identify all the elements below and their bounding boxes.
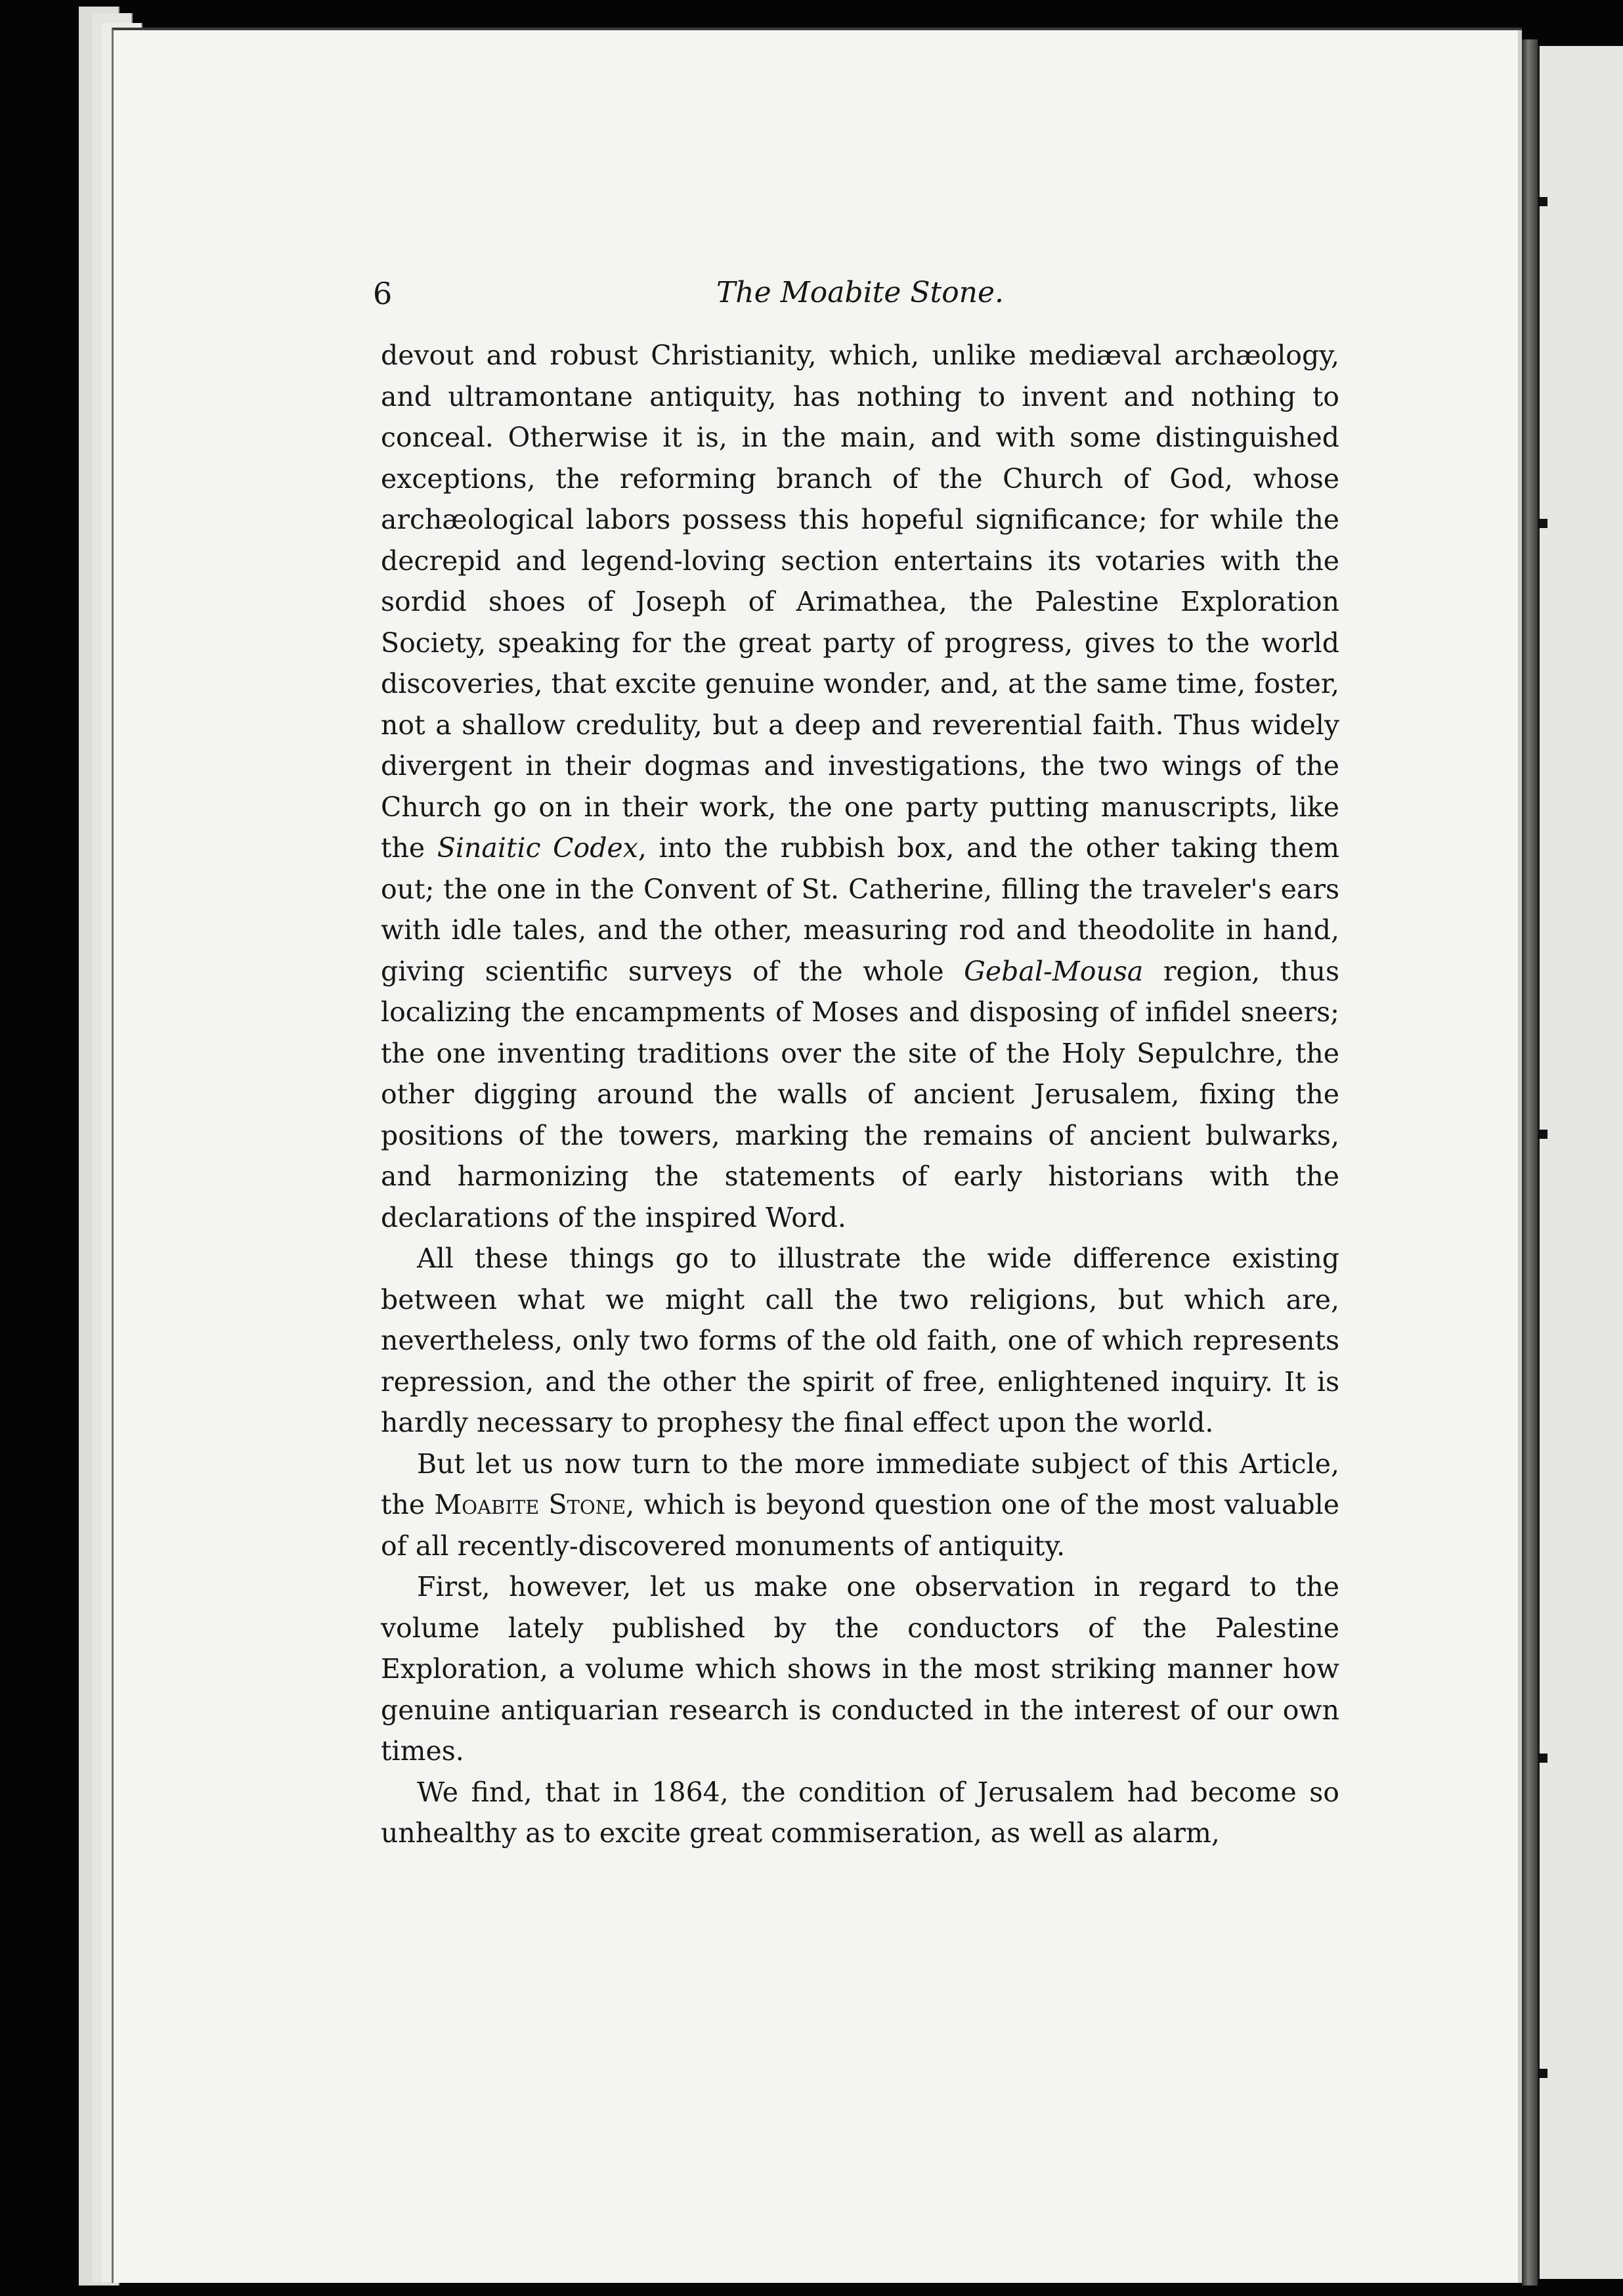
italic-text: Gebal-Mousa — [964, 955, 1144, 987]
running-head — [373, 263, 1339, 335]
paragraph — [381, 1444, 1339, 1567]
page-content — [373, 263, 1340, 1854]
italic-text: Sinaitic Codex — [437, 832, 638, 864]
small-caps-text: Moabite Stone — [434, 1489, 626, 1520]
text-run: , into the rubbish box, and the other taking them out; the one in the Convent of St. Catherine, filling the traveler's ears with idle tales, and the other, measuring rod and theodolite in hand, giving scientific surveys of the whole — [381, 832, 1339, 987]
paragraph — [381, 1772, 1339, 1854]
paragraph — [381, 1566, 1339, 1772]
text-run: We find, that in 1864, the condition of Jerusalem had become so unhealthy as to excite great commiseration, as well as alarm, — [381, 1776, 1339, 1849]
text-run: devout and robust Christianity, which, unlike mediæval archæology, and ultramontane antiquity, has nothing to invent and nothing to conceal. Otherwise it is, in the main, and with some distinguished exceptions, the reforming branch of the Church of God, whose archæological labors possess this hopeful significance; for while the decrepid and legend-loving section entertains its votaries with the sordid shoes of Joseph of Arimathea, the Palestine Exploration Society, speaking for the great party of progress, gives to the world discoveries, that excite genuine wonder, and, at the same time, foster, not a shallow credulity, but a deep and reverential faith. Thus widely divergent in their dogmas and investigations, the two wings of the Church go on in their work, the one party putting manuscripts, like the — [381, 340, 1339, 864]
text-run: , which is beyond question one of the most valuable of all recently-discovered monuments of antiquity. — [381, 1489, 1340, 1562]
text-run: But let us now turn to the more immediate subject of this Article, the — [381, 1447, 1339, 1520]
text-run: region, thus localizing the encampments of Moses and disposing of infidel sneers; the one inventing traditions over the site of the Holy Sepulchre, the other digging around the walls of ancient Jerusalem, fixing the positions of the towers, marking the remains of ancient bulwarks, and harmonizing the statements of early historians with the declarations of the inspired Word. — [381, 955, 1339, 1233]
paragraph — [381, 1238, 1339, 1444]
running-title: The Moabite Stone. — [716, 276, 1005, 309]
text-run: All these things go to illustrate the wide difference existing between what we might call the two religions, but which are, nevertheless, only two forms of the old faith, one of which represents repression, and the other the spirit of free, enlightened inquiry. It is hardly necessary to prophesy the final effect upon the world. — [381, 1243, 1339, 1438]
body-text — [381, 335, 1339, 1854]
paragraph — [381, 335, 1339, 1238]
adjacent-page-edge — [1538, 46, 1623, 2279]
page-number: 6 — [373, 276, 393, 311]
text-run: First, however, let us make one observation in regard to the volume lately published by the conductors of the Palestine Exploration, a volume which shows in the most striking manner how genuine antiquarian research is conducted in the interest of our own times. — [381, 1571, 1339, 1767]
page-gutter — [1522, 39, 1538, 2285]
